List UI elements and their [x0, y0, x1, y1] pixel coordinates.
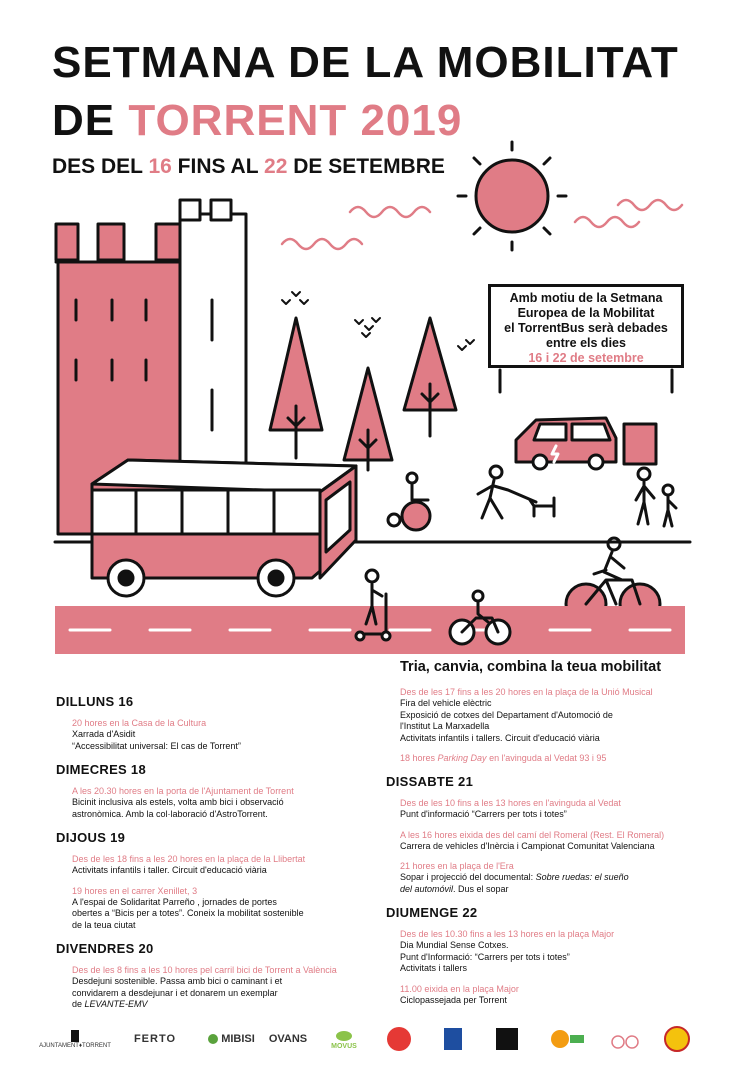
- aj-logo: [494, 1022, 520, 1056]
- event-description: Activitats infantils i taller. Circuit d'educació viària: [72, 865, 267, 875]
- event-name: Parking Day: [437, 753, 487, 763]
- day-heading: DISSABTE 21: [386, 774, 474, 789]
- event-time-place: 21 hores en la plaça de l'Era: [400, 861, 514, 871]
- movus-logo: [322, 1022, 366, 1056]
- event-description: Exposició de cotxes del Departament d'Automoció de: [400, 709, 613, 720]
- event-time-place: A les 16 hores eixida des del camí del Romeral (Rest. El Romeral): [400, 829, 665, 840]
- event: [386, 829, 706, 853]
- ovans-logo: [266, 1022, 310, 1056]
- family-icon: [636, 468, 676, 526]
- event: [386, 983, 706, 1007]
- film-title: Sobre ruedas: el sueño: [535, 872, 629, 882]
- shield-logo: [440, 1022, 466, 1056]
- text-suffix: en l'avinguda al Vedat 93 i 95: [486, 753, 607, 763]
- day-heading: DIMECRES 18: [56, 762, 146, 777]
- event-description: [72, 999, 366, 1011]
- dates-middle: FINS AL: [171, 155, 265, 178]
- bus-icon: [92, 460, 356, 596]
- notice-line: Europea de la Mobilitat: [517, 306, 655, 320]
- solidaritat-icon: [550, 1027, 586, 1051]
- walker-with-dog-icon: [478, 466, 554, 518]
- day-heading: DILLUNS 16: [56, 694, 134, 709]
- event-description: Fira del vehicle elèctric: [400, 698, 492, 708]
- event: [386, 860, 706, 895]
- ferto-logo: [120, 1022, 190, 1056]
- electric-van-icon: [516, 418, 656, 469]
- event-description: Carrera de vehicles d'Inèrcia i Campionat Comunitat Valenciana: [400, 840, 655, 851]
- event: [386, 752, 706, 764]
- notice-line: entre els dies: [546, 336, 626, 350]
- film-title: del automóvil: [400, 883, 454, 894]
- event-description: Punt d'informació “Carrers per tots i totes”: [400, 809, 567, 819]
- signpost-icon: [500, 370, 672, 392]
- poster-title-line2: [52, 96, 462, 146]
- solidaritat-logo: [548, 1022, 588, 1056]
- event-time-place: Des de les 10 fins a les 13 hores en l'avinguda al Vedat: [400, 798, 621, 808]
- event: [386, 686, 706, 744]
- text-prefix: Sopar i projecció del documental:: [400, 872, 536, 882]
- day-heading: DIJOUS 19: [56, 830, 126, 845]
- event-description: convidarem a desdejunar i et donarem un exemplar: [72, 987, 278, 998]
- event-time-place: 19 hores en el carrer Xenillet, 3: [72, 885, 198, 896]
- sponsor-logos: [40, 1022, 710, 1062]
- wheelchair-user-icon: [388, 473, 430, 530]
- schedule-right-column: [386, 686, 706, 1014]
- event-description: Activitats i tallers: [400, 963, 468, 973]
- event-time-place: A les 20.30 hores en la porta de l'Ajuntament de Torrent: [72, 786, 294, 796]
- logo-text: MIBISI: [221, 1033, 255, 1045]
- asidit-icon: [386, 1026, 412, 1052]
- bicycle-icon: [611, 1027, 639, 1051]
- logo-text: AJUNTAMENT♦TORRENT: [39, 1043, 111, 1049]
- notice-dates: 16 i 22 de setembre: [528, 351, 644, 365]
- event-description: Dia Mundial Sense Cotxes.: [400, 940, 509, 950]
- notice-line: el TorrentBus serà debades: [504, 321, 668, 335]
- police-logo: [662, 1022, 692, 1056]
- event-time-place: Des de les 17 fins a les 20 hores en la plaça de la Unió Musical: [400, 687, 653, 697]
- event-description: A l'espai de Solidaritat Parreño , jornades de portes: [72, 896, 277, 907]
- logo-text: OVANS: [268, 1033, 308, 1045]
- text-suffix: . Dus el sopar: [453, 883, 509, 894]
- dates-to: 22: [264, 155, 288, 178]
- event-time-place: 20 hores en la Casa de la Cultura: [72, 718, 207, 728]
- event-time-place: Des de les 8 fins a les 10 hores pel carril bici de Torrent a València: [72, 965, 337, 975]
- event-description: “Accessibilitat universal: El cas de Torrent”: [72, 740, 241, 751]
- logo-text: FERTO: [133, 1033, 177, 1045]
- event-time-place: 11.00 eixida en la plaça Major: [400, 983, 519, 994]
- badge-icon: [664, 1026, 690, 1052]
- event-time-place: [400, 752, 706, 764]
- schedule-left-column: [56, 684, 366, 1019]
- ajuntament-logo: [40, 1022, 110, 1056]
- event-description: Ciclopassejada per Torrent: [400, 994, 507, 1005]
- event-description: astronòmica. Amb la col·laboració d'AstroTorrent.: [72, 808, 268, 819]
- sun-icon: [458, 142, 566, 250]
- event-description: l'Institut La Marxadella: [400, 721, 490, 731]
- asidit-logo: [384, 1022, 414, 1056]
- shield-icon: [443, 1027, 463, 1051]
- dates-prefix: DES DEL: [52, 155, 149, 178]
- logo-text: MOVUS: [331, 1042, 357, 1050]
- event-description: Xarrada d'Asidit: [72, 729, 136, 739]
- movus-leaf-icon: [335, 1029, 353, 1043]
- dates-suffix: DE SETEMBRE: [287, 155, 445, 178]
- event: [56, 717, 366, 752]
- event-description: [400, 872, 706, 884]
- event: [386, 797, 706, 821]
- event: [56, 785, 366, 820]
- poster-title-line1: SETMANA DE LA MOBILITAT: [52, 38, 679, 87]
- event-description: [400, 884, 706, 896]
- title-prefix: DE: [52, 96, 129, 145]
- mibisi-logo: [200, 1022, 262, 1056]
- bike-logo: [610, 1022, 640, 1056]
- event: [56, 964, 366, 1011]
- event-description: de la teua ciutat: [72, 919, 136, 930]
- tree-icon: [270, 318, 456, 470]
- title-highlight: TORRENT 2019: [128, 96, 463, 145]
- day-heading: DIUMENGE 22: [386, 905, 478, 920]
- tagline: Tria, canvia, combina la teua mobilitat: [400, 659, 662, 675]
- birds-icon: [282, 292, 474, 350]
- event-time-place: Des de les 10.30 fins a les 13 hores en la plaça Major: [400, 929, 615, 939]
- text-prefix: 18 hores: [400, 753, 438, 763]
- newspaper-name: LEVANTE-EMV: [84, 999, 148, 1009]
- mibisi-icon: [207, 1033, 219, 1045]
- free-bus-notice: [488, 284, 684, 368]
- event-description: Activitats infantils i tallers. Circuit d'educació viària: [400, 732, 600, 743]
- city-illustration: [0, 140, 743, 660]
- event-time-place: Des de les 18 fins a les 20 hores en la plaça de la Llibertat: [72, 854, 306, 864]
- square-logo-icon: [495, 1027, 519, 1051]
- event: [386, 928, 706, 975]
- dates-from: 16: [148, 155, 172, 178]
- event-description: Bicinit inclusiva als estels, volta amb bici i observació: [72, 797, 284, 807]
- text-prefix: de: [72, 999, 85, 1009]
- notice-line: Amb motiu de la Setmana: [509, 291, 663, 305]
- day-heading: DIVENDRES 20: [56, 941, 154, 956]
- event-description: obertes a “Bicis per a totes”. Coneix la mobilitat sostenible: [72, 908, 304, 918]
- event: [56, 853, 366, 877]
- event-description: Desdejuni sostenible. Passa amb bici o caminant i et: [72, 976, 283, 986]
- event: [56, 885, 366, 932]
- event-description: Punt d'Informació: “Carrers per tots i totes”: [400, 951, 570, 962]
- crest-icon: [70, 1029, 80, 1043]
